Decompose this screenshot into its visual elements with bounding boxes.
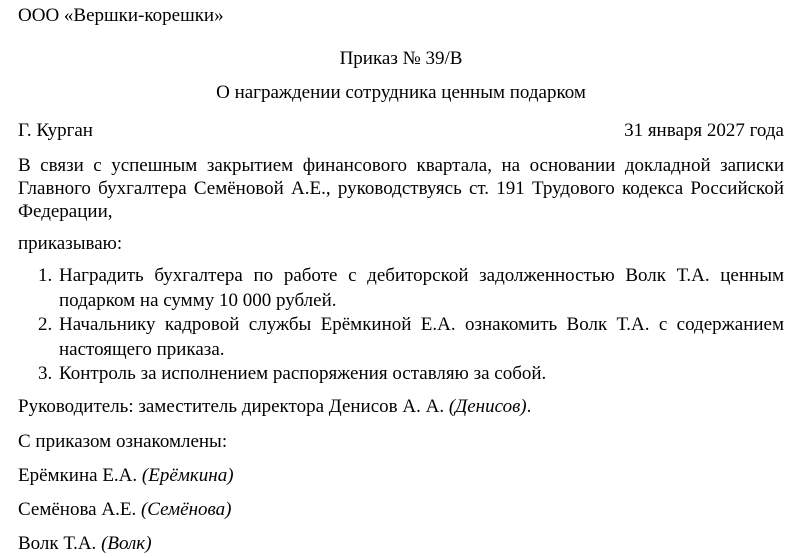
order-item-number: 3.	[38, 363, 53, 384]
decree-word: приказываю:	[18, 233, 123, 254]
order-item	[18, 362, 784, 387]
place-date-row	[18, 120, 784, 143]
acquaintance-signature: (Семёнова)	[140, 498, 232, 520]
head-signature-row	[18, 396, 784, 419]
acquaintance-signature: (Волк)	[101, 532, 152, 554]
order-item-text: Контроль за исполнением распоряжения оставляю за собой.	[59, 363, 547, 384]
city: Г. Курган	[18, 120, 93, 141]
order-item	[18, 313, 784, 362]
head-label: Руководитель: заместитель директора Денисов А. А.	[18, 395, 445, 417]
order-item-text: Наградить бухгалтера по работе с дебиторской задолженностью Волк Т.А. ценным подарком на сумму 10 000 рублей.	[59, 265, 784, 311]
order-number: Приказ № 39/В	[339, 48, 463, 69]
company-name: ООО «Вершки-корешки»	[18, 5, 224, 26]
head-trailing-period: .	[526, 395, 532, 417]
order-subject: О награждении сотрудника ценным подарком	[216, 82, 586, 103]
acquaintance-row	[18, 499, 784, 522]
order-items-list	[18, 264, 784, 387]
acquainted-label: С приказом ознакомлены:	[18, 430, 228, 452]
order-date: 31 января 2027 года	[624, 120, 784, 141]
acquaintance-name: Волк Т.А.	[18, 532, 97, 554]
head-signature: (Денисов)	[448, 395, 527, 417]
order-item	[18, 264, 784, 313]
order-item-number: 2.	[38, 314, 53, 335]
order-item-number: 1.	[38, 265, 53, 286]
acquaintance-row	[18, 465, 784, 488]
order-document	[18, 5, 784, 556]
acquaintance-row	[18, 533, 784, 556]
preamble-paragraph: В связи с успешным закрытием финансового квартала, на основании докладной записки Главного бухгалтера Семёновой А.Е., руководствуясь ст. 191 Трудового кодекса Российской Федерации,	[18, 155, 784, 222]
acquaintance-name: Ерёмкина Е.А.	[18, 464, 138, 486]
acquaintance-signature: (Ерёмкина)	[141, 464, 234, 486]
acquaintance-name: Семёнова А.Е.	[18, 498, 137, 520]
order-item-text: Начальнику кадровой службы Ерёмкиной Е.А. ознакомить Волк Т.А. с содержанием настоящего приказа.	[59, 314, 784, 360]
